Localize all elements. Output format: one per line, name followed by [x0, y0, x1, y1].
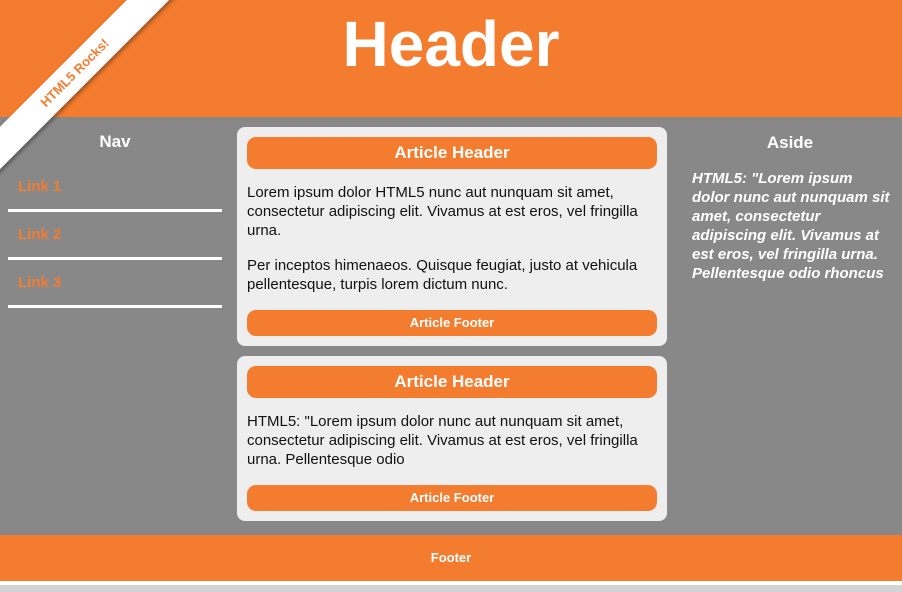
article-footer: Article Footer — [247, 310, 657, 336]
article-paragraph: HTML5: "Lorem ipsum dolor nunc aut nunquam sit amet, consectetur adipiscing elit. Vivamus at est eros, vel fringilla urna. Pellentesque odio — [247, 413, 638, 468]
corner-ribbon: HTML5 Rocks! — [0, 0, 178, 176]
article — [237, 127, 667, 346]
nav-item-link-2 — [8, 212, 222, 260]
ribbon-container — [0, 0, 200, 200]
article-paragraph: Lorem ipsum dolor HTML5 nunc aut nunquam sit amet, consectetur adipiscing elit. Vivamus at est eros, vel fringilla urna. — [247, 184, 638, 239]
nav-link-2[interactable]: Link 2 — [18, 226, 62, 243]
article-header: Article Header — [247, 137, 657, 169]
page-title: Header — [342, 8, 560, 80]
nav-item-link-3 — [8, 260, 222, 308]
nav-link-3[interactable]: Link 3 — [18, 274, 62, 291]
aside-title: Aside — [766, 133, 814, 152]
article-paragraph: Per inceptos himenaeos. Quisque feugiat, justo at vehicula pellentesque, turpis lorem dictum nunc. — [247, 257, 638, 293]
nav-link-1[interactable]: Link 1 — [18, 178, 62, 195]
article-footer: Article Footer — [247, 485, 657, 511]
aside-text: HTML5: "Lorem ipsum dolor nunc aut nunquam sit amet, consectetur adipiscing elit. Vivamus at est eros, vel fringilla urna. Pellentesque odio rhoncus — [692, 170, 890, 282]
site-footer: Footer — [0, 535, 902, 581]
content-section — [237, 127, 667, 531]
nav-title: Nav — [99, 132, 131, 151]
window-bottom-edge — [0, 585, 902, 592]
article — [237, 356, 667, 521]
article-header: Article Header — [247, 366, 657, 398]
